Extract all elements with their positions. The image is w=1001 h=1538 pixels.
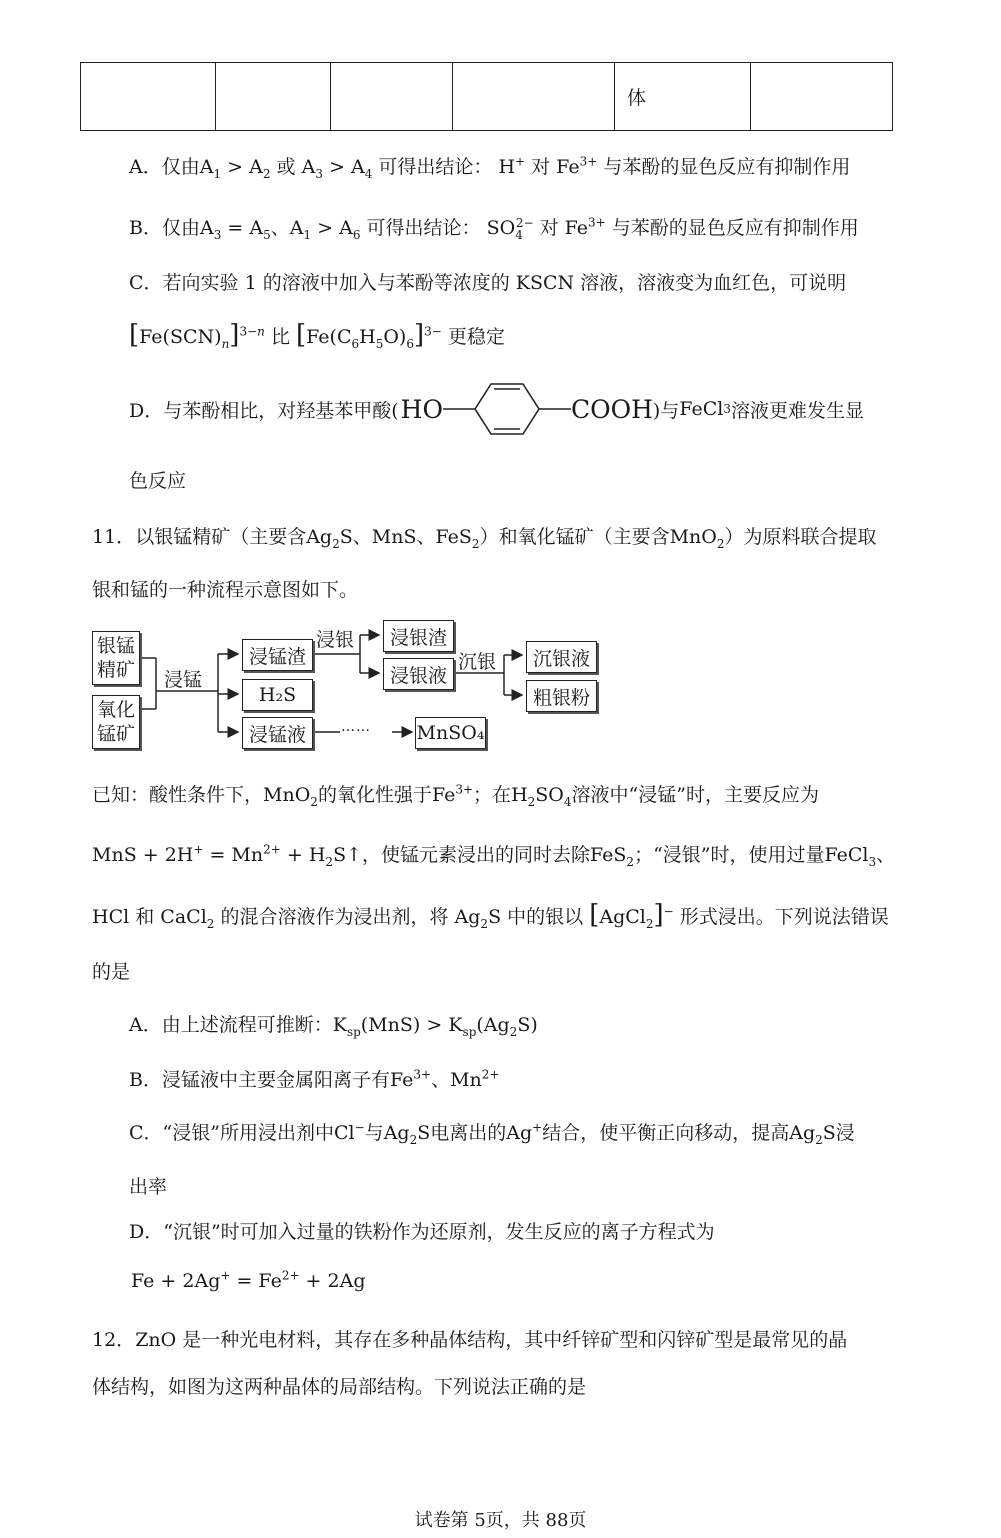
q12-stem: 12．ZnO 是一种光电材料，其存在多种晶体结构，其中纤锌矿型和闪锌矿型是最常见的晶 (92, 1329, 848, 1351)
q12-stem-line2: 体结构，如图为这两种晶体的局部结构。下列说法正确的是 (92, 1376, 587, 1398)
q11-known-line2: MnS + $2H^+ = Mn^{2+}$ + $H_2S↑$，使锰元素浸出的同时去除FeS$_2$；“浸银”时，使用过量FeCl$_3$、 (92, 842, 896, 869)
table-row (81, 63, 893, 131)
q11-option-c: C．“浸银”所用浸出剂中Cl−与$Ag_2S$电离出的Ag+结合，使平衡正向移动，提高$Ag_2S$浸 (129, 1120, 855, 1147)
q10-option-b: B．仅由$A_3 = A_5$、$A_1 > A_6$ 可得出结论： $SO_4^{2-}$ 对 $Fe^{3+}$ 与苯酚的显色反应有抑制作用 (129, 215, 859, 242)
box-h2s: H₂S (242, 679, 313, 711)
box-mn-leach-residue: 浸锰渣 (242, 639, 313, 671)
page-footer: 试卷第 5页，共 88页 (414, 1510, 587, 1531)
q11-option-a: A．由上述流程可推断：$K_{sp}(MnS) > K_{sp}(Ag_2S)$ (129, 1014, 538, 1039)
box-silver-manganese-ore: 银锰精矿 (92, 631, 140, 685)
box-ag-leach-residue: 浸银渣 (383, 620, 454, 652)
table-cell-text: 体 (627, 87, 647, 109)
box-mnso4: MnSO₄ (415, 717, 486, 749)
flowchart-ellipsis: …… (341, 719, 371, 735)
q10-option-d: D． 与苯酚相比，对羟基苯甲酸( HO COOH )与 FeCl 3 溶液更难发生显 (129, 380, 864, 438)
q11-option-d: D．“沉银”时可加入过量的铁粉作为还原剂，发生反应的离子方程式为 (129, 1221, 715, 1243)
q10-option-a: A．仅由$A_1 > A_2$ 或 $A_3 > A_4$ 可得出结论： H+ 对 $Fe^{3+}$ 与苯酚的显色反应有抑制作用 (129, 154, 851, 181)
benzene-ring-icon (443, 380, 571, 438)
box-ag-precipitation-liquor: 沉银液 (526, 641, 597, 673)
box-crude-silver-powder: 粗银粉 (526, 680, 597, 712)
q10-option-d-line2: 色反应 (129, 470, 187, 492)
data-table-tail (80, 62, 893, 131)
label-precipitate-ag: 沉银 (458, 651, 497, 673)
q11-option-d-equation: $Fe + 2Ag^+ = Fe^{2+} + 2Ag$ (131, 1268, 366, 1292)
q11-option-b: B．浸锰液中主要金属阳离子有$Fe^{3+}$、$Mn^{2+}$ (129, 1067, 500, 1091)
q11-option-c-line2: 出率 (129, 1176, 168, 1198)
q11-stem: 11．以银锰精矿（主要含$Ag_2S$、MnS、FeS$_2$）和氧化锰矿（主要含MnO$_2$）为原料联合提取 (92, 526, 877, 551)
struct-ho-label: HO (400, 394, 443, 424)
q10-option-c: C．若向实验 1 的溶液中加入与苯酚等浓度的 KSCN 溶液，溶液变为血红色，可说明 (129, 272, 847, 294)
box-manganese-oxide-ore: 氧化锰矿 (92, 695, 140, 749)
box-ag-leach-liquor: 浸银液 (383, 658, 454, 690)
label-leach-ag: 浸银 (316, 629, 355, 651)
label-leach-mn: 浸锰 (164, 669, 203, 691)
q11-known-line1: 已知：酸性条件下，MnO$_2$的氧化性强于$Fe^{3+}$；在$H_2SO_4$溶液中“浸锰”时，主要反应为 (92, 782, 819, 809)
struct-cooh-label: COOH (570, 394, 653, 424)
q11-known-line3: HCl 和 CaCl$_2$ 的混合溶液作为浸出剂，将 $Ag_2S$ 中的银以 [AgCl$_2$]− 形式浸出。下列说法错误 (92, 900, 889, 931)
q10-option-c-line2: $[Fe(SCN)_n]^{3-n}$ 比 $[Fe(C_6H_5O)_6]^{3-}$ 更稳定 (129, 320, 505, 351)
q11-stem-line2: 银和锰的一种流程示意图如下。 (92, 579, 359, 601)
q11-known-line4: 的是 (92, 961, 131, 983)
box-mn-leach-liquor: 浸锰液 (242, 717, 313, 749)
process-flowchart (92, 615, 612, 755)
